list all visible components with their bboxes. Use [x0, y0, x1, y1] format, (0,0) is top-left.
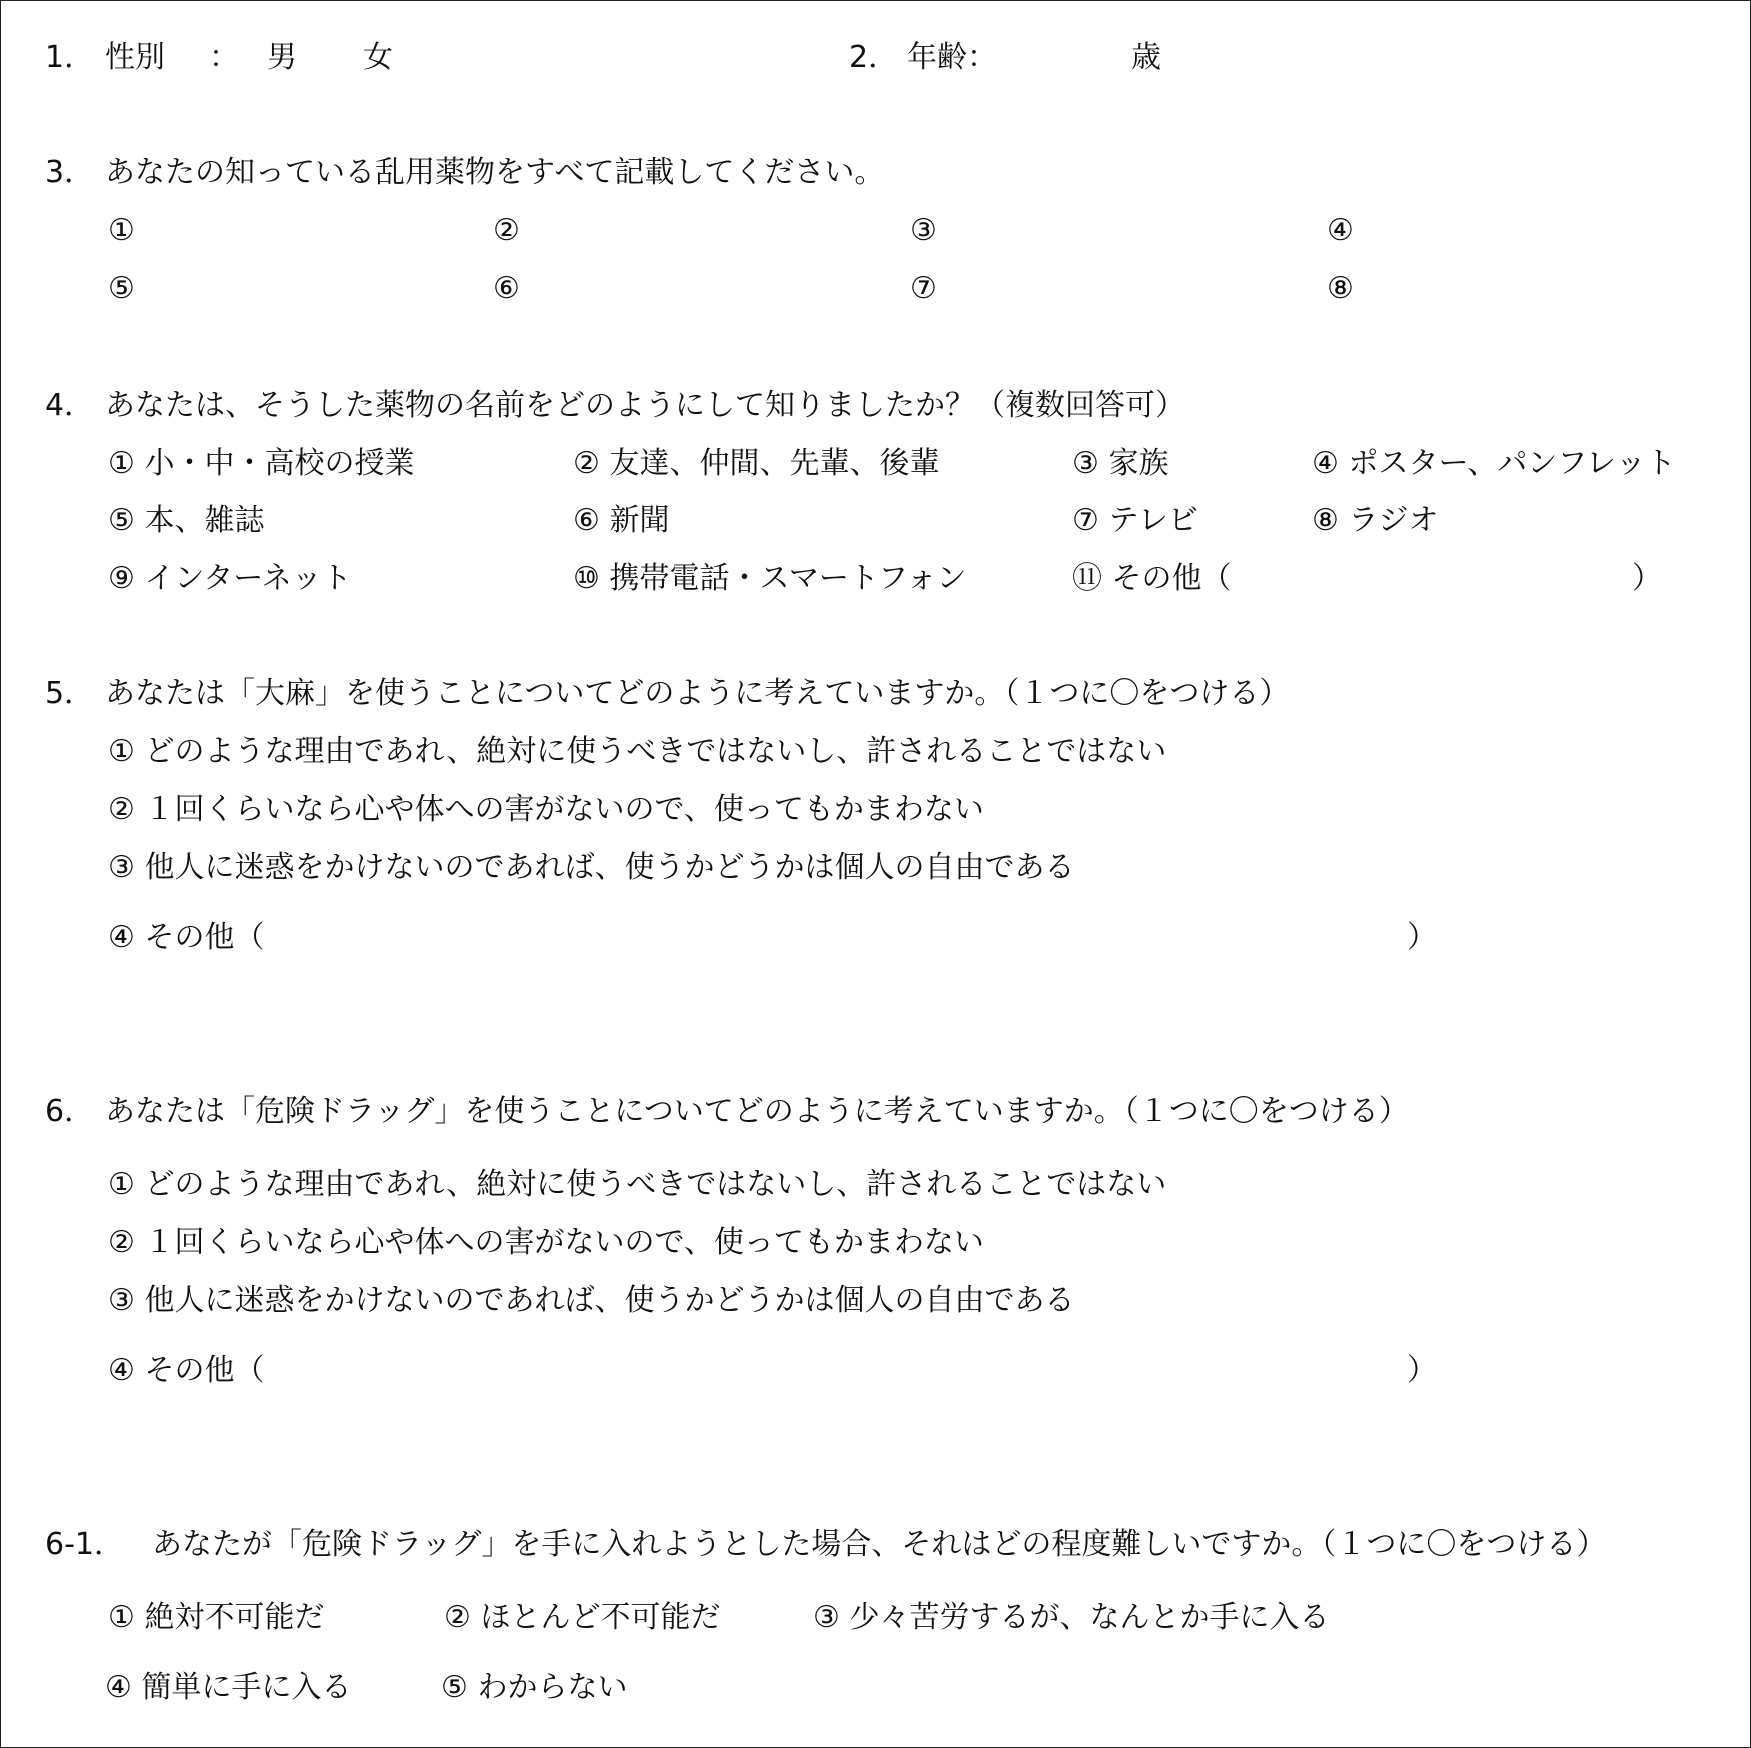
option-label: 友達、仲間、先輩、後輩 [609, 446, 940, 481]
q6-option-4[interactable] [108, 1353, 265, 1388]
q4-other-close: ） [1632, 561, 1662, 596]
q1-option-male[interactable]: 男 [267, 40, 297, 75]
option-number: ③ [1072, 446, 1099, 481]
option-label: 本、雑誌 [144, 503, 265, 538]
q4-option-8[interactable] [1312, 503, 1439, 538]
q4-text: あなたは、そうした薬物の名前をどのようにして知りましたか？（複数回答可） [105, 388, 1185, 423]
option-number: ⑨ [108, 561, 135, 596]
option-number: ⑤ [441, 1670, 468, 1705]
option-number: ④ [108, 920, 135, 955]
q4-option-7[interactable] [1072, 503, 1198, 538]
option-number: ② [108, 792, 135, 827]
option-label: 他人に迷惑をかけないのであれば、使うかどうかは個人の自由である [144, 1283, 1075, 1318]
option-number: ① [108, 446, 135, 481]
option-number: ③ [108, 850, 135, 885]
q6-1-option-4[interactable] [105, 1670, 352, 1705]
q6-option-2[interactable] [108, 1225, 984, 1260]
q6-text: あなたは「危険ドラッグ」を使うことについてどのように考えていますか。（１つに〇をつける） [105, 1094, 1409, 1129]
option-label: テレビ [1108, 503, 1198, 538]
q5-option-3[interactable] [108, 850, 1075, 885]
option-label: ポスター、パンフレット [1348, 446, 1676, 481]
q5-option-1[interactable] [108, 734, 1167, 769]
q4-option-4[interactable] [1312, 446, 1676, 481]
q3-blank-7[interactable]: ⑦ [910, 271, 937, 306]
q6-1-option-2[interactable] [444, 1600, 721, 1635]
q3-number: 3． [45, 155, 95, 190]
option-label: 他人に迷惑をかけないのであれば、使うかどうかは個人の自由である [144, 850, 1075, 885]
q5-number: 5． [45, 676, 95, 711]
q3-blank-1[interactable]: ① [108, 213, 135, 248]
option-label: 少々苦労するが、なんとか手に入る [849, 1600, 1330, 1635]
option-number: ① [108, 1600, 135, 1635]
q2-unit: 歳 [1131, 40, 1161, 75]
option-label: その他（ [144, 920, 265, 955]
q6-1-option-3[interactable] [813, 1600, 1330, 1635]
q2-number: 2． [849, 40, 899, 75]
option-number: ④ [108, 1353, 135, 1388]
q6-option-3[interactable] [108, 1283, 1075, 1318]
q5-option-4[interactable] [108, 920, 265, 955]
option-label: その他（ [144, 1353, 265, 1388]
q6-other-close: ） [1407, 1353, 1437, 1388]
option-number: ④ [1312, 446, 1339, 481]
q4-option-9[interactable] [108, 561, 352, 596]
option-label: １回くらいなら心や体への害がないので、使ってもかまわない [144, 1225, 984, 1260]
option-label: インターネット [144, 561, 352, 596]
option-label: わからない [477, 1670, 628, 1705]
option-label: 家族 [1108, 446, 1169, 481]
option-number: ③ [108, 1283, 135, 1318]
option-label: その他（ [1111, 561, 1232, 596]
option-number: ⑪ [1072, 561, 1102, 596]
option-number: ② [444, 1600, 471, 1635]
q3-blank-3[interactable]: ③ [910, 213, 937, 248]
q3-blank-2[interactable]: ② [493, 213, 520, 248]
q1-colon: ： [209, 40, 239, 75]
option-number: ⑩ [573, 561, 600, 596]
q6-number: 6． [45, 1094, 95, 1129]
option-number: ② [573, 446, 600, 481]
q6-1-option-5[interactable] [441, 1670, 628, 1705]
option-number: ③ [813, 1600, 840, 1635]
q3-blank-6[interactable]: ⑥ [493, 271, 520, 306]
q3-blank-8[interactable]: ⑧ [1327, 271, 1354, 306]
q6-1-text: あなたが「危険ドラッグ」を手に入れようとした場合、それはどの程度難しいですか。（１つに〇をつける） [152, 1527, 1607, 1562]
q4-number: 4． [45, 388, 95, 423]
q1-number: 1． [45, 40, 95, 75]
option-number: ⑦ [1072, 503, 1099, 538]
option-label: １回くらいなら心や体への害がないので、使ってもかまわない [144, 792, 984, 827]
option-label: 絶対不可能だ [144, 1600, 325, 1635]
q1-option-female[interactable]: 女 [363, 40, 393, 75]
option-label: 簡単に手に入る [141, 1670, 352, 1705]
q6-1-number: 6-1． [45, 1527, 124, 1562]
q5-other-close: ） [1407, 920, 1437, 955]
option-number: ① [108, 734, 135, 769]
q3-blank-4[interactable]: ④ [1327, 213, 1354, 248]
option-label: ラジオ [1348, 503, 1439, 538]
q4-option-5[interactable] [108, 503, 265, 538]
q5-text: あなたは「大麻」を使うことについてどのように考えていますか。（１つに〇をつける） [105, 676, 1290, 711]
option-label: ほとんど不可能だ [480, 1600, 721, 1635]
q6-option-1[interactable] [108, 1167, 1167, 1202]
option-label: どのような理由であれ、絶対に使うべきではないし、許されることではない [144, 734, 1167, 769]
option-number: ① [108, 1167, 135, 1202]
q2-label: 年齢： [907, 40, 997, 75]
option-number: ④ [105, 1670, 132, 1705]
option-number: ⑥ [573, 503, 600, 538]
q4-option-10[interactable] [573, 561, 967, 596]
q6-1-option-1[interactable] [108, 1600, 325, 1635]
q4-option-2[interactable] [573, 446, 940, 481]
option-number: ② [108, 1225, 135, 1260]
q4-option-6[interactable] [573, 503, 670, 538]
option-label: どのような理由であれ、絶対に使うべきではないし、許されることではない [144, 1167, 1167, 1202]
option-number: ⑤ [108, 503, 135, 538]
option-label: 携帯電話・スマートフォン [609, 561, 967, 596]
q3-text: あなたの知っている乱用薬物をすべて記載してください。 [105, 155, 885, 190]
q4-option-1[interactable] [108, 446, 415, 481]
option-label: 小・中・高校の授業 [144, 446, 415, 481]
q4-option-3[interactable] [1072, 446, 1169, 481]
q1-label: 性別 [105, 40, 165, 75]
q3-blank-5[interactable]: ⑤ [108, 271, 135, 306]
option-number: ⑧ [1312, 503, 1339, 538]
q5-option-2[interactable] [108, 792, 984, 827]
option-label: 新聞 [609, 503, 670, 538]
q4-option-11[interactable] [1072, 561, 1232, 596]
